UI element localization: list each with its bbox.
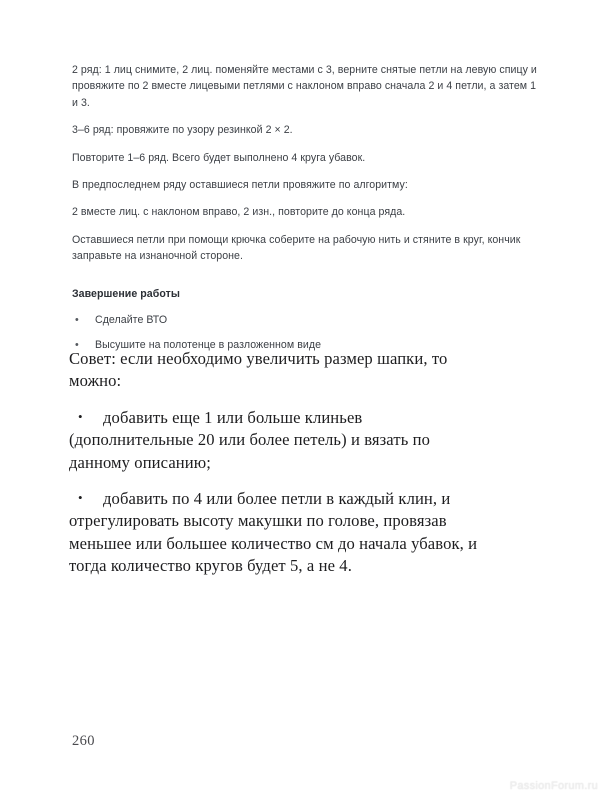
page-number: 260 <box>72 733 95 749</box>
instruction-paragraph: 2 вместе лиц. с наклоном вправо, 2 изн., повторите до конца ряда. <box>72 206 406 219</box>
advice-intro: Совет: если необходимо увеличить размер шапки, то можно: <box>69 349 448 391</box>
bullet-icon: • <box>78 408 83 424</box>
instruction-paragraph: 3–6 ряд: провяжите по узору резинкой 2 × 2. <box>72 124 293 137</box>
instruction-paragraph: Оставшиеся петли при помощи крючка соберите на рабочую нить и стяните в круг, кончик заправьте на изнаночной стороне. <box>72 233 521 263</box>
list-item-label: добавить еще 1 или больше клиньев (дополнительные 20 или более петель) и вязать по данному описанию; <box>69 407 430 472</box>
bullet-icon: • <box>75 338 79 351</box>
list-item <box>69 488 489 578</box>
finishing-steps-list <box>72 312 538 353</box>
instruction-paragraph: Повторите 1–6 ряд. Всего будет выполнено 4 круга убавок. <box>72 151 366 164</box>
list-item-label: Высушите на полотенце в разложенном виде <box>95 338 322 351</box>
watermark: PassionForum.ru <box>509 780 598 792</box>
section-heading-finishing: Завершение работы <box>72 287 180 300</box>
list-item <box>69 407 489 474</box>
instruction-paragraph: В предпоследнем ряду оставшиеся петли провяжите по алгоритму: <box>72 179 408 192</box>
advice-list <box>69 407 489 578</box>
instructions-block <box>72 62 538 353</box>
instruction-paragraph: 2 ряд: 1 лиц снимите, 2 лиц. поменяйте местами с 3, верните снятые петли на левую спицу и провяжите по 2 вместе лицевыми петлями с наклоном вправо сначала 2 и 4 петли, а затем 1 и 3. <box>72 64 537 109</box>
bullet-icon: • <box>78 490 83 506</box>
list-item-label: Сделайте ВТО <box>95 313 168 326</box>
list-item <box>72 312 538 328</box>
list-item-label: добавить по 4 или более петли в каждый клин, и отрегулировать высоту макушки по голове, провязав меньшее или большее количество см до начала убавок, и тогда количество кругов будет 5, а не 4. <box>69 489 478 576</box>
bullet-icon: • <box>75 313 79 326</box>
advice-block <box>69 348 489 578</box>
